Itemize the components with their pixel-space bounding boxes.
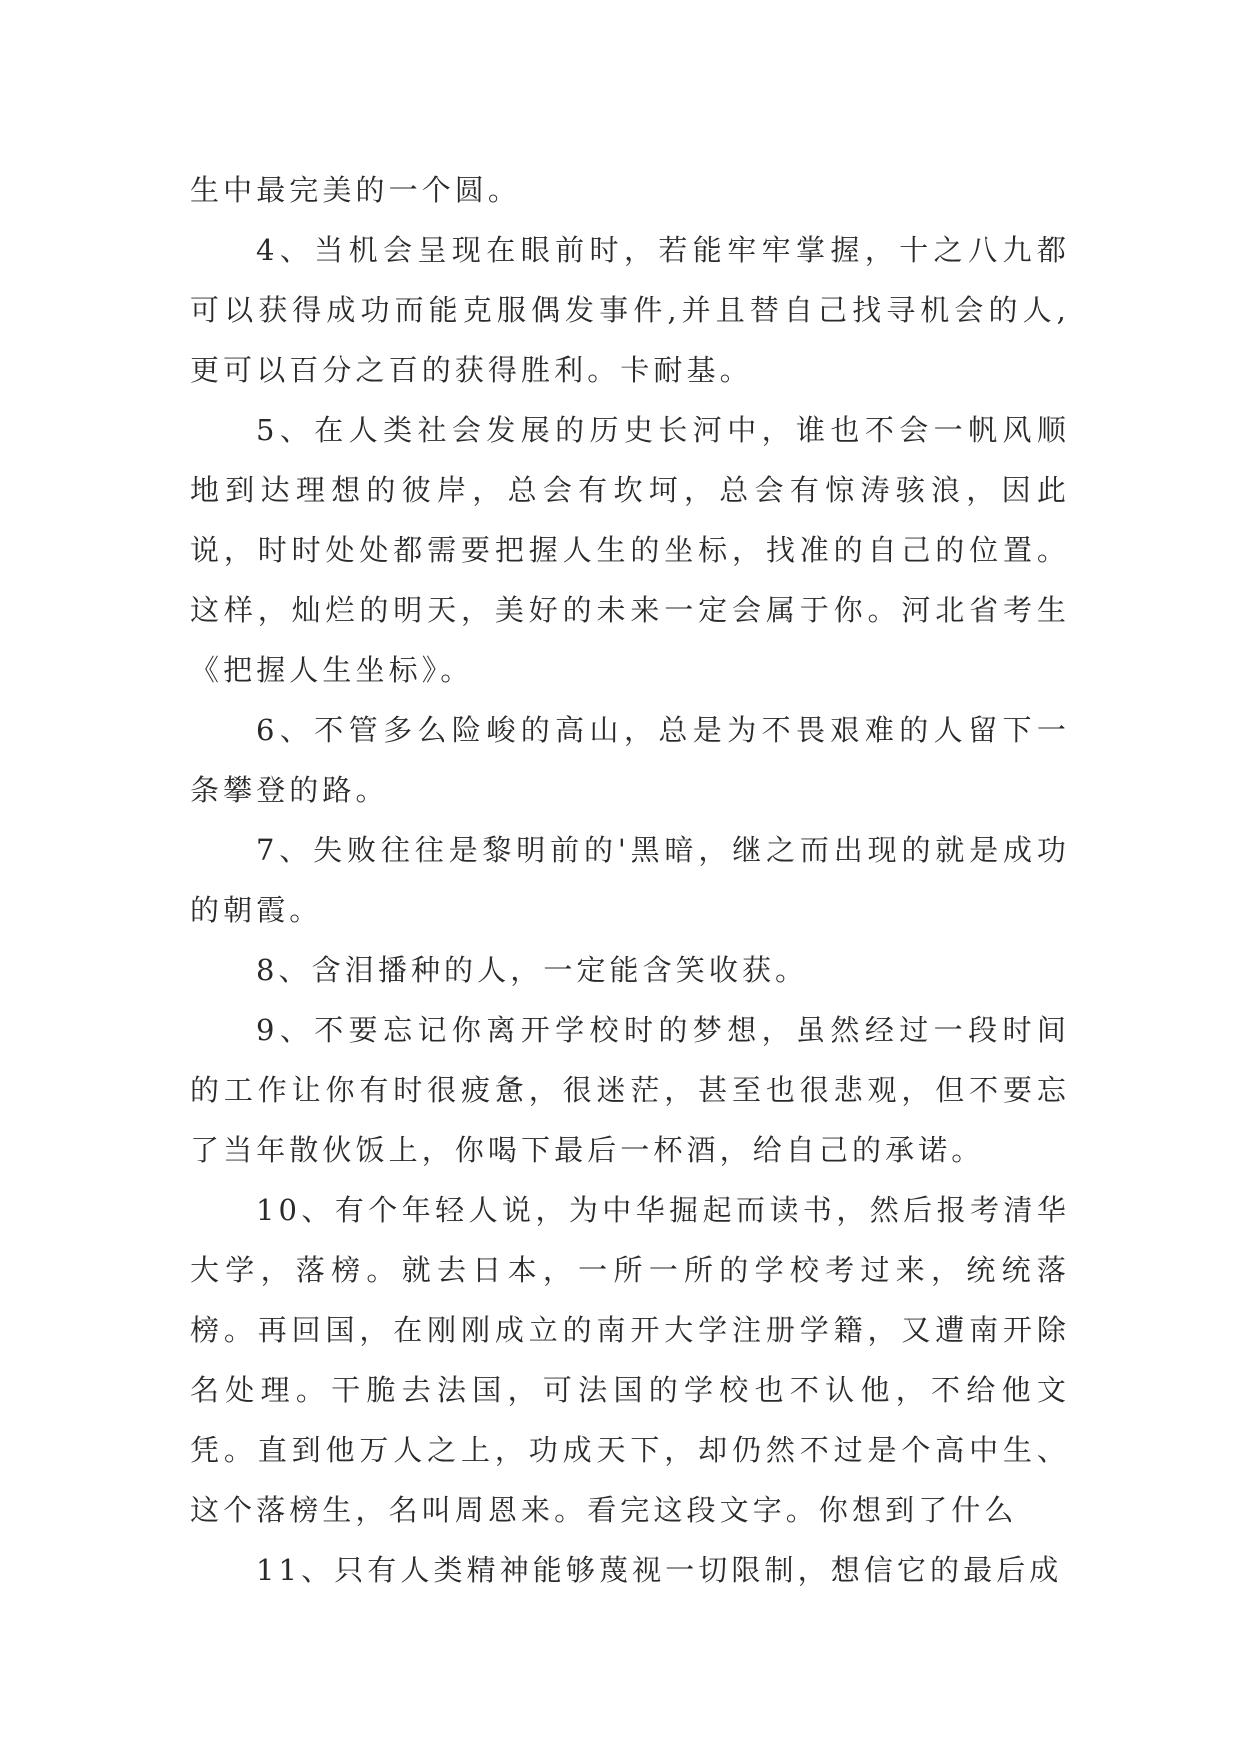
- paragraph-item-6: 6、不管多么险峻的高山，总是为不畏艰难的人留下一条攀登的路。: [190, 713, 1070, 807]
- paragraph-item-8: 8、含泪播种的人，一定能含笑收获。: [256, 953, 809, 987]
- paragraph-item-10: 10、有个年轻人说，为中华掘起而读书，然后报考清华大学，落榜。就去日本，一所一所的学校考过来，统统落榜。再回国，在刚刚成立的南开大学注册学籍，又遭南开除名处理。干脆去法国，可法国的学校也不认他，不给他文凭。直到他万人之上，功成天下，却仍然不过是个高中生、这个落榜生，名叫周恩来。看完这段文字。你想到了什么: [190, 1193, 1070, 1527]
- paragraph-item-9: 9、不要忘记你离开学校时的梦想，虽然经过一段时间的工作让你有时很疲惫，很迷茫，甚至也很悲观，但不要忘了当年散伙饭上，你喝下最后一杯酒，给自己的承诺。: [190, 1013, 1070, 1167]
- paragraph-item-5: 5、在人类社会发展的历史长河中，谁也不会一帆风顺地到达理想的彼岸，总会有坎坷，总会有惊涛骇浪，因此说，时时处处都需要把握人生的坐标，找准的自己的位置。这样，灿烂的明天，美好的未来一定会属于你。河北省考生《把握人生坐标》。: [190, 413, 1070, 687]
- paragraph-item-7: 7、失败往往是黎明前的'黑暗，继之而出现的就是成功的朝霞。: [190, 833, 1070, 927]
- document-body: [190, 160, 1070, 1600]
- paragraph-item-11: 11、只有人类精神能够蔑视一切限制，想信它的最后成: [256, 1553, 1063, 1587]
- paragraph-item-4: 4、当机会呈现在眼前时，若能牢牢掌握，十之八九都可以获得成功而能克服偶发事件,并且替自己找寻机会的人,更可以百分之百的获得胜利。卡耐基。: [190, 233, 1070, 387]
- paragraph-continuation: 生中最完美的一个圆。: [190, 173, 522, 207]
